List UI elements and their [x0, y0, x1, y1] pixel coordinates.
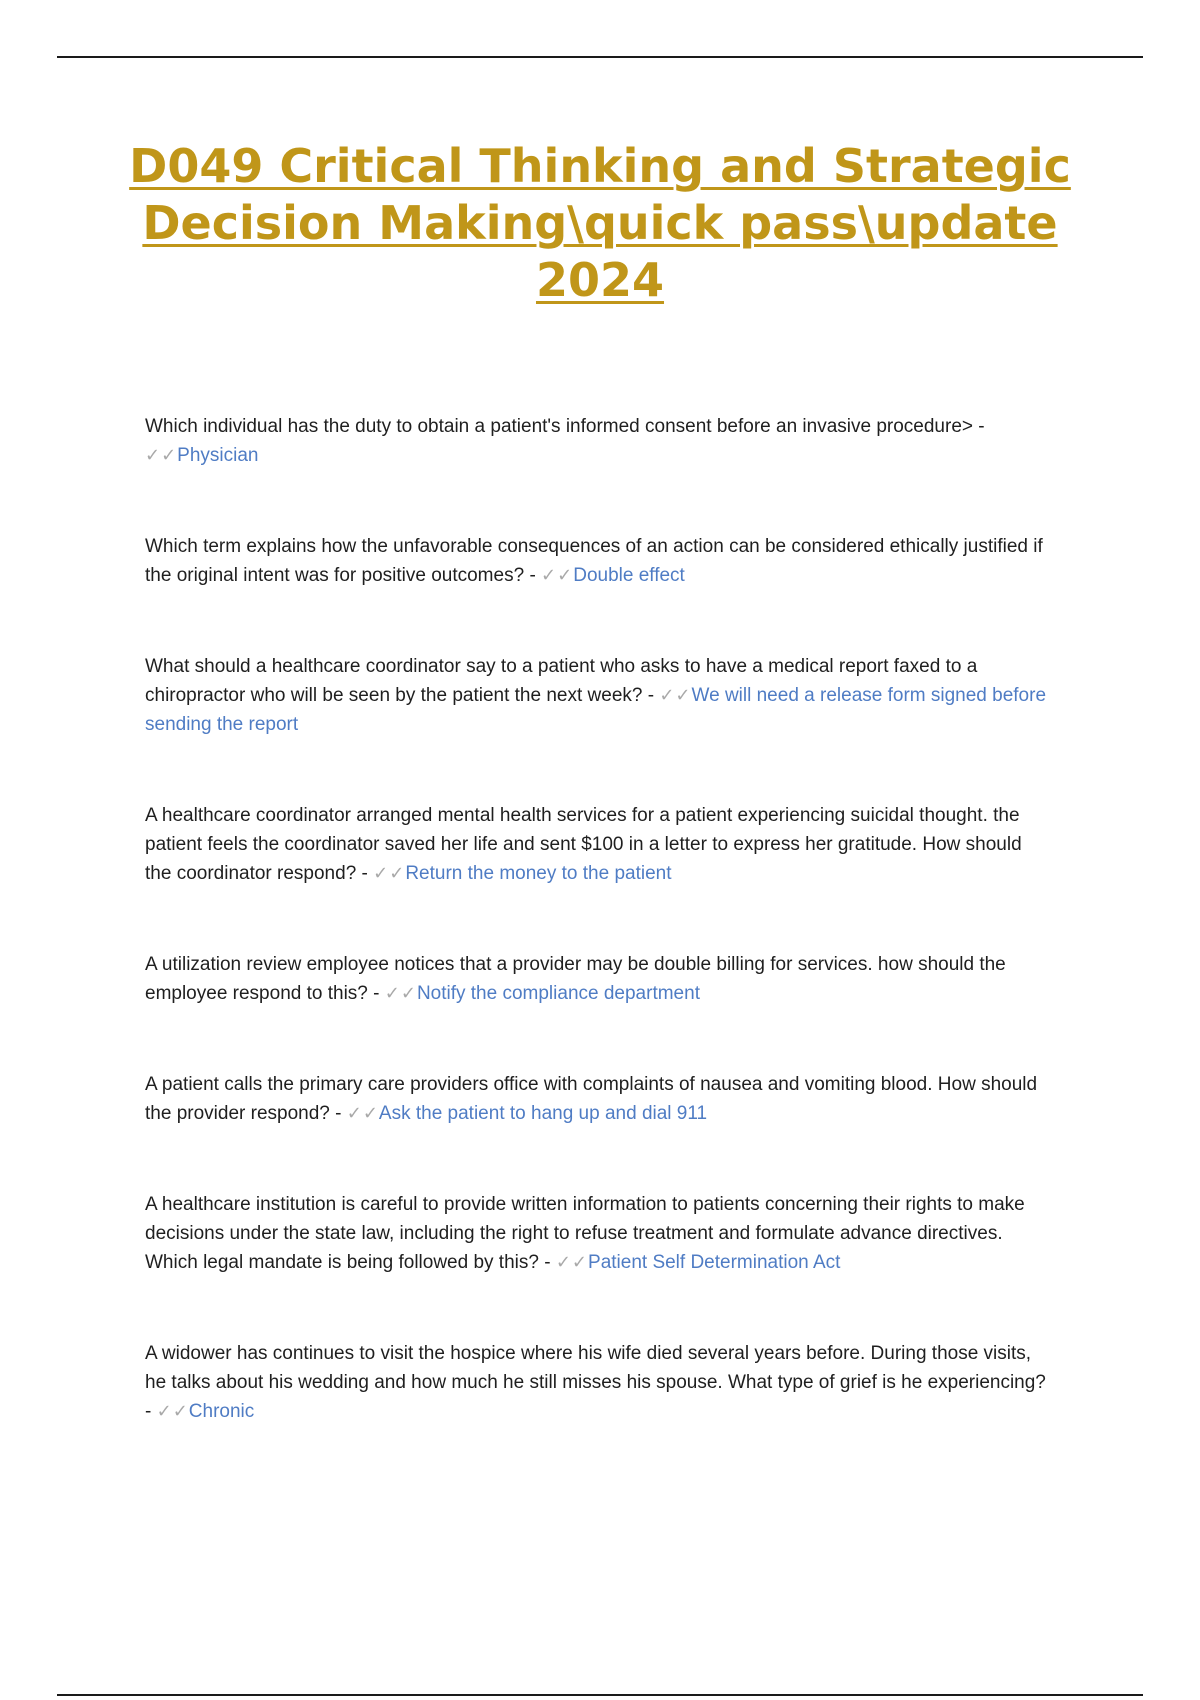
answer-text: We will need a release form signed before sending the report: [145, 685, 1047, 735]
answer-text: Return the money to the patient: [405, 863, 672, 884]
qa-item: [145, 412, 1050, 470]
double-checkmark-icon: ✓✓: [384, 983, 417, 1004]
question-text: What should a healthcare coordinator say to a patient who asks to have a medical report faxed to a chiropractor who will be seen by the patient the next week?: [145, 656, 978, 706]
double-checkmark-icon: ✓✓: [541, 565, 574, 586]
top-divider: [57, 56, 1143, 58]
double-checkmark-icon: ✓✓: [555, 1252, 589, 1273]
double-checkmark-icon: ✓✓: [156, 1401, 189, 1422]
qa-item: [145, 801, 1050, 888]
question-text: A healthcare institution is careful to provide written information to patients concerning their rights to make decisions under the state law, including the right to refuse treatment and formulate advance directives. Which legal mandate is being followed by this?: [145, 1194, 1025, 1273]
question-text: A widower has continues to visit the hospice where his wife died several years before. During those visits, he talks about his wedding and how much he still misses his spouse. What type of grief is he experiencing?: [145, 1343, 1046, 1393]
bottom-divider: [57, 1694, 1143, 1696]
separator: -: [373, 983, 380, 1004]
answer-text: Double effect: [573, 565, 685, 586]
qa-item: [145, 652, 1050, 739]
qa-item: [145, 1190, 1050, 1277]
double-checkmark-icon: ✓✓: [346, 1103, 379, 1124]
separator: -: [978, 416, 985, 437]
double-checkmark-icon: ✓✓: [145, 445, 178, 466]
qa-item: [145, 532, 1050, 590]
double-checkmark-icon: ✓✓: [659, 685, 692, 706]
question-text: Which individual has the duty to obtain a patient's informed consent before an invasive procedure>: [145, 416, 973, 437]
question-text: A healthcare coordinator arranged mental health services for a patient experiencing suicidal thought. the patient feels the coordinator saved her life and sent $100 in a letter to express her gratitude. How should the coordinator respond?: [145, 805, 1022, 884]
document-title: D049 Critical Thinking and Strategic Decision Making\quick pass\update 2024: [129, 139, 1071, 307]
question-text: A utilization review employee notices that a provider may be double billing for services. how should the employee respond to this?: [145, 954, 1006, 1004]
separator: -: [145, 1401, 152, 1422]
answer-text: Patient Self Determination Act: [588, 1252, 841, 1273]
answer-text: Ask the patient to hang up and dial 911: [378, 1103, 708, 1124]
question-text: A patient calls the primary care providers office with complaints of nausea and vomiting blood. How should the provider respond?: [145, 1074, 1038, 1124]
double-checkmark-icon: ✓✓: [373, 863, 406, 884]
separator: -: [647, 685, 655, 706]
qa-item: [145, 1339, 1050, 1426]
separator: -: [335, 1103, 342, 1124]
answer-text: Physician: [177, 445, 259, 466]
title-block: [100, 138, 1100, 309]
separator: -: [529, 565, 536, 586]
separator: -: [544, 1252, 551, 1273]
qa-list: [145, 412, 1050, 1488]
separator: -: [361, 863, 368, 884]
qa-item: [145, 1070, 1050, 1128]
answer-text: Notify the compliance department: [416, 983, 700, 1004]
qa-item: [145, 950, 1050, 1008]
question-text: Which term explains how the unfavorable consequences of an action can be considered ethically justified if the original intent was for positive outcomes?: [145, 536, 1043, 586]
answer-text: Chronic: [188, 1401, 255, 1422]
